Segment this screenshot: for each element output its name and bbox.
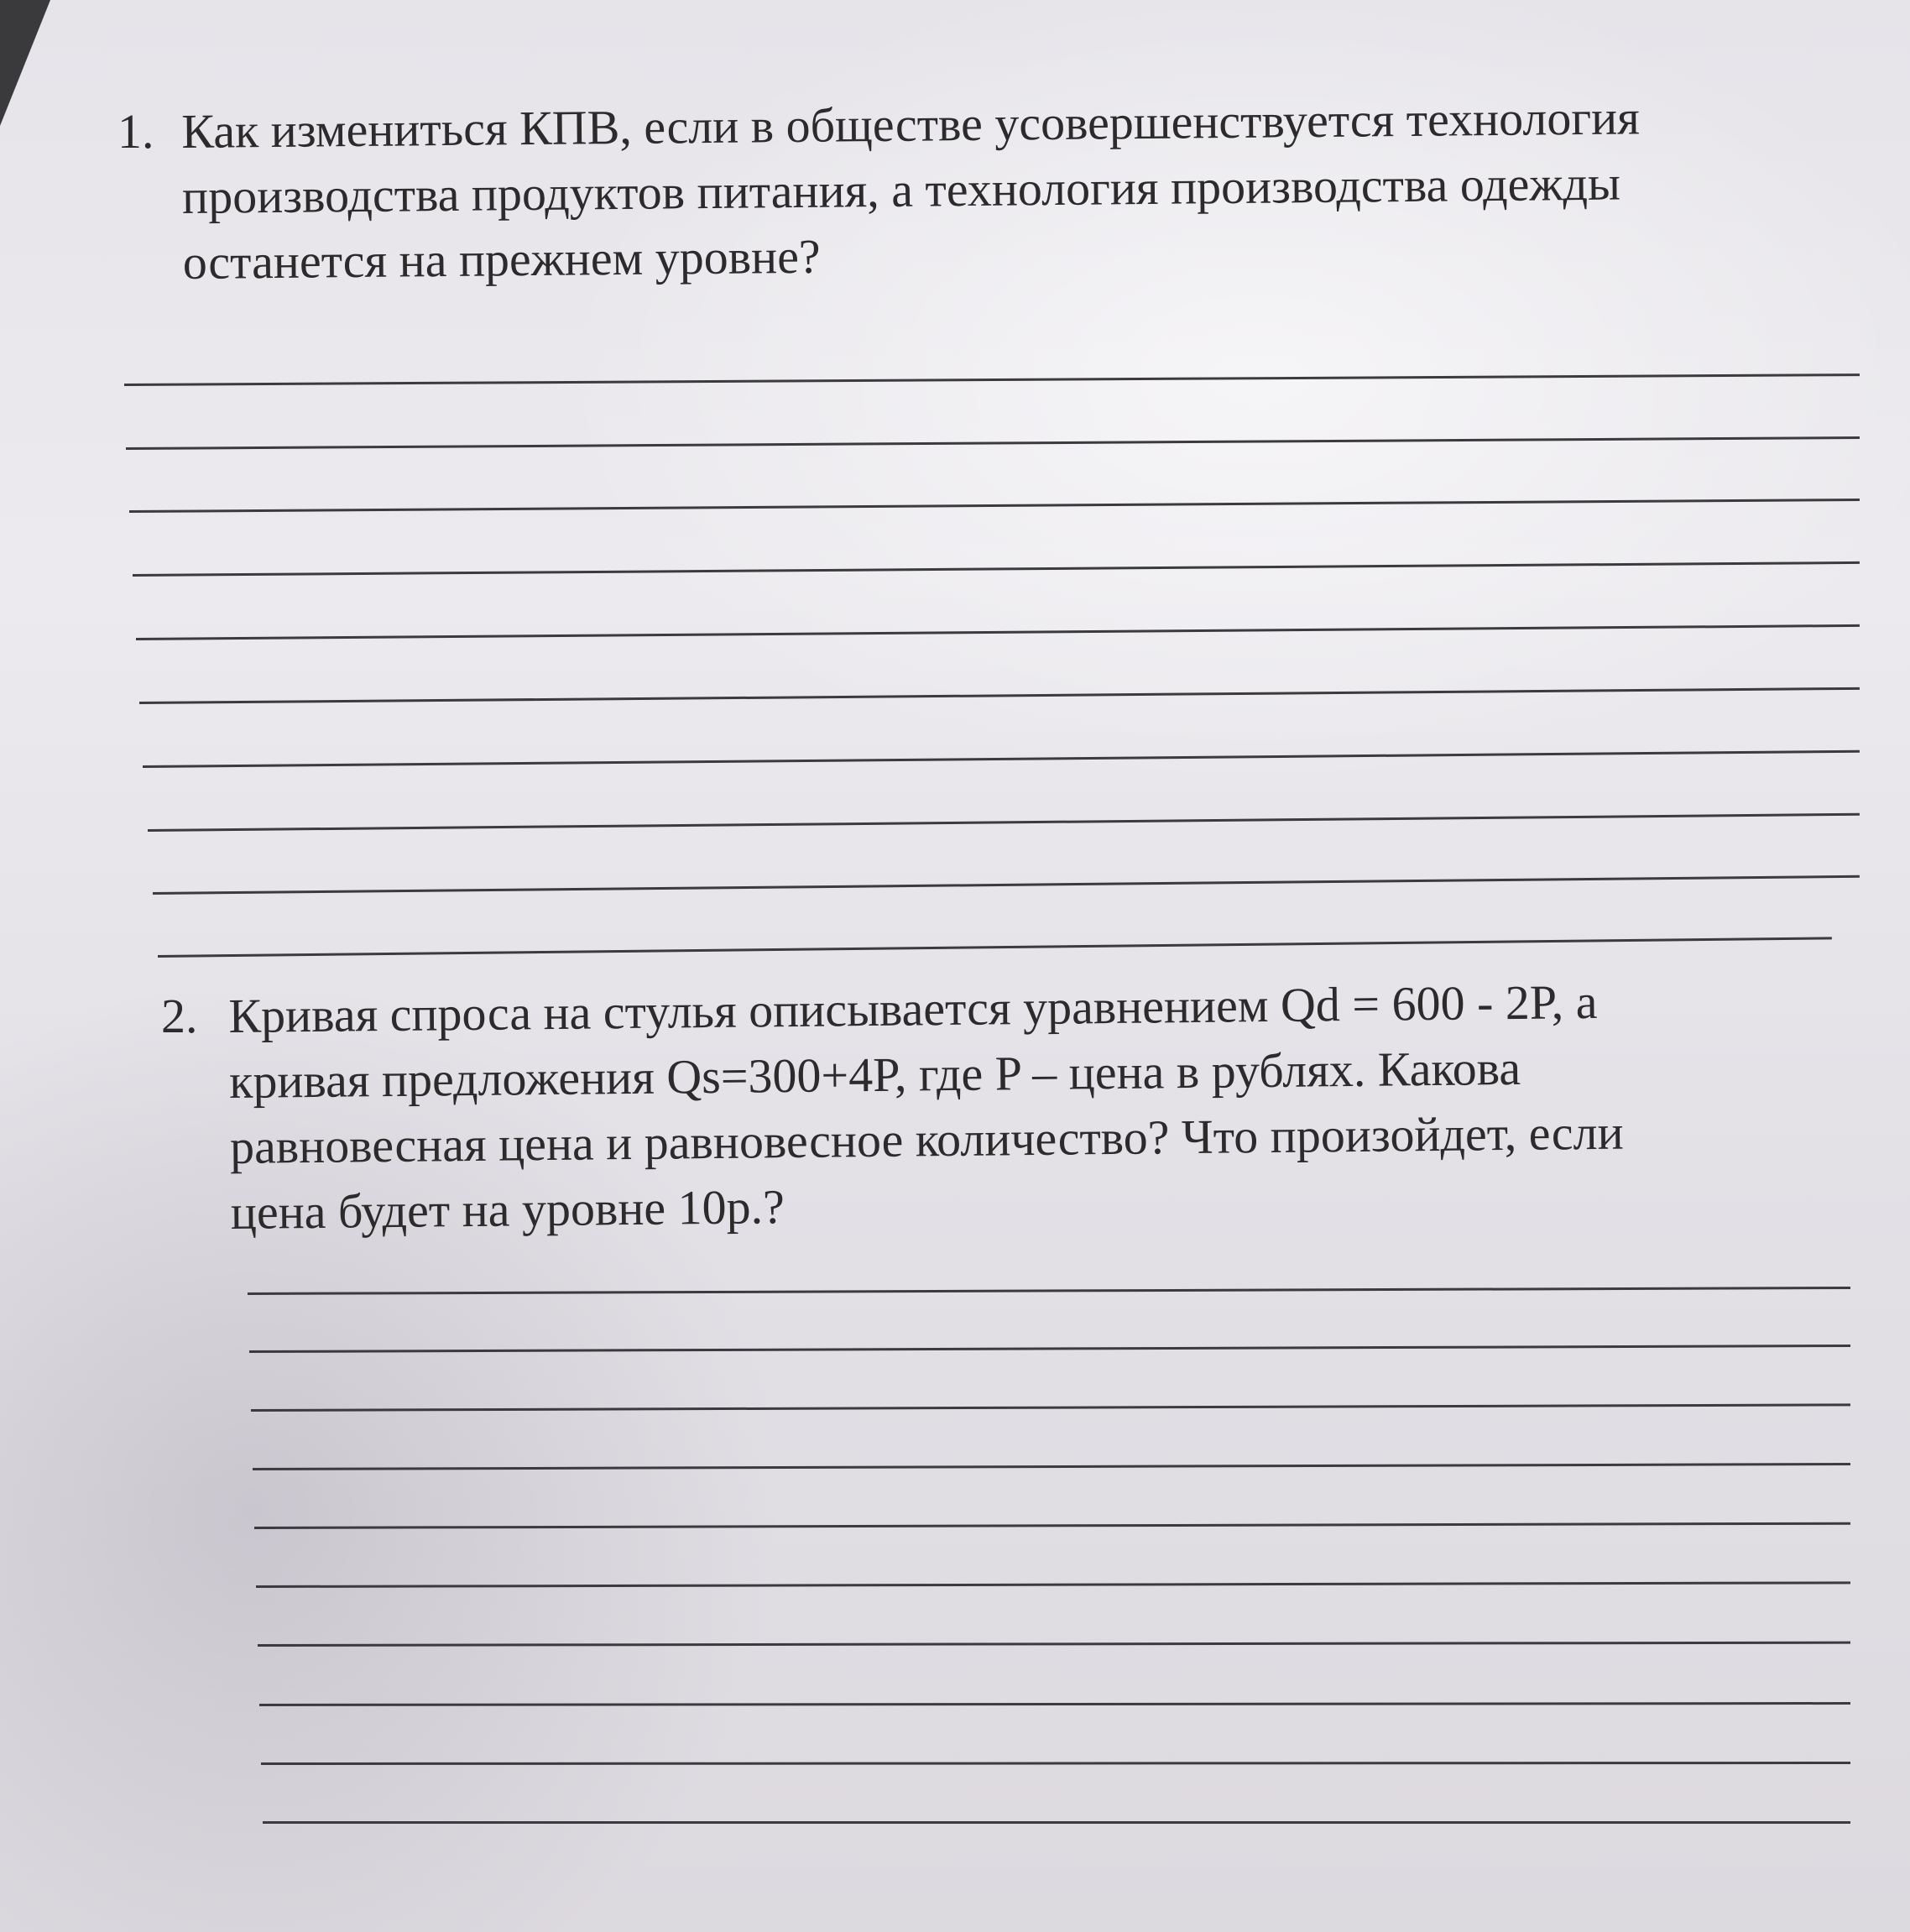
answer-line[interactable] — [158, 937, 1832, 958]
answer-line[interactable] — [253, 1463, 1850, 1470]
question-2-line-4: цена будет на уровне 10р.? — [230, 1179, 785, 1240]
answer-line[interactable] — [143, 750, 1860, 768]
answer-line[interactable] — [251, 1403, 1850, 1412]
question-2-number: 2. — [161, 989, 198, 1043]
answer-line[interactable] — [126, 436, 1860, 450]
answer-line[interactable] — [129, 499, 1860, 513]
answer-line[interactable] — [148, 813, 1860, 832]
question-2-line-3: равновесная цена и равновесное количество? Что произойдет, если — [229, 1104, 1624, 1174]
page-corner-shadow — [0, 0, 50, 126]
answer-line[interactable] — [259, 1702, 1850, 1706]
question-2-line-2: кривая предложения Qs=300+4P, где P – цена в рублях. Какова — [228, 1040, 1521, 1109]
question-2-text — [228, 969, 1625, 1245]
answer-line[interactable] — [133, 561, 1860, 577]
answer-line[interactable] — [249, 1345, 1850, 1353]
question-2-line-1: Кривая спроса на стулья описывается уравнением Qd = 600 - 2P, а — [228, 974, 1598, 1043]
question-1-line-1: Как измениться КПВ, если в обществе усовершенствуется технология — [181, 90, 1641, 159]
answer-line[interactable] — [261, 1762, 1850, 1765]
question-1-text — [181, 85, 1641, 295]
answer-line[interactable] — [124, 373, 1860, 386]
question-1-line-2: производства продуктов питания, а технология производства одежды — [181, 155, 1621, 224]
question-1-line-3: останется на прежнем уровне? — [182, 228, 821, 290]
answer-line[interactable] — [248, 1287, 1850, 1295]
answer-line[interactable] — [258, 1642, 1850, 1647]
answer-line[interactable] — [254, 1522, 1850, 1529]
answer-line[interactable] — [256, 1581, 1850, 1588]
question-1-number: 1. — [117, 104, 154, 159]
answer-line[interactable] — [263, 1821, 1850, 1824]
answer-line[interactable] — [153, 875, 1860, 895]
answer-line[interactable] — [136, 624, 1860, 640]
answer-line[interactable] — [139, 687, 1860, 704]
